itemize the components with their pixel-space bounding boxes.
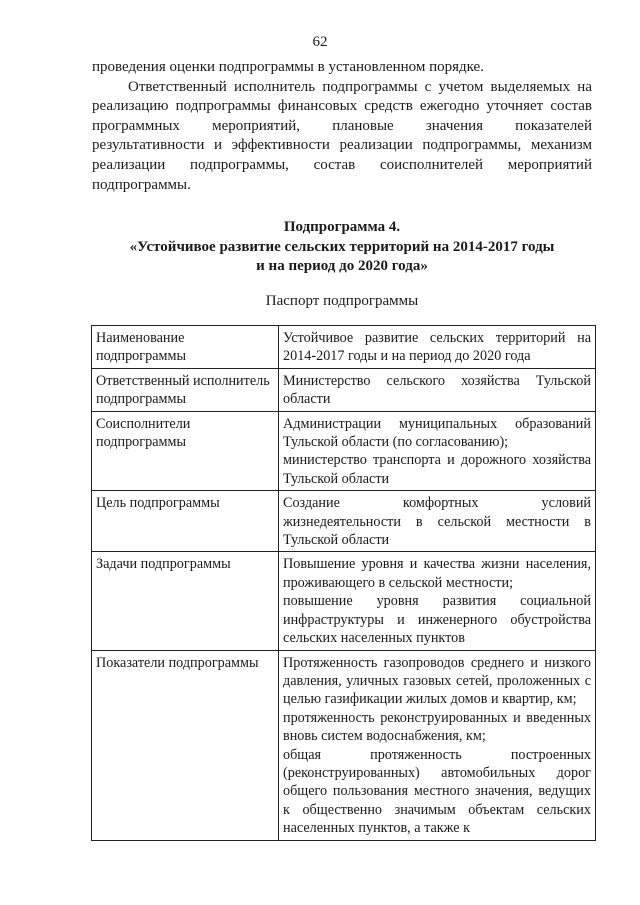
- row-value: [279, 326, 596, 369]
- value-line: Повышение уровня и качества жизни населения, проживающего в сельской местности;: [283, 556, 591, 591]
- row-value: [279, 368, 596, 411]
- table-row: [92, 326, 596, 369]
- table-row: [92, 411, 596, 491]
- intro-text: [92, 58, 592, 195]
- row-value: [279, 650, 596, 840]
- table-row: [92, 552, 596, 650]
- row-label: Цель подпрограммы: [92, 491, 279, 552]
- value-line: Устойчивое развитие сельских территорий на 2014-2017 годы и на период до 2020 года: [283, 330, 591, 365]
- table-row: [92, 491, 596, 552]
- heading-line-2: «Устойчивое развитие сельских территорий на 2014-2017 годы: [129, 238, 555, 255]
- value-line: Министерство сельского хозяйства Тульской области: [283, 372, 591, 408]
- table-row: [92, 650, 596, 840]
- passport-title: Паспорт подпрограммы: [265, 293, 419, 309]
- row-label: Задачи подпрограммы: [92, 552, 279, 650]
- value-line: повышение уровня развития социальной инфраструктуры и инженерного обустройства сельских населенных пунктов: [283, 593, 591, 647]
- value-line: министерство транспорта и дорожного хозяйства Тульской области: [283, 452, 591, 487]
- row-label: Показатели подпрограммы: [92, 650, 279, 840]
- table-row: [92, 368, 596, 411]
- value-line: общая протяженность построенных (реконструированных) автомобильных дорог общего пользования местного значения, ведущих к общественно значимым объектам сельских населенных пунктов, а также к: [283, 746, 591, 837]
- passport-table: [91, 325, 596, 841]
- row-value: [279, 491, 596, 552]
- value-line: протяженность реконструированных и введенных вновь систем водоснабжения, км;: [283, 709, 591, 745]
- row-label: Ответственный исполнитель подпрограммы: [92, 368, 279, 411]
- heading-line-3: и на период до 2020 года»: [256, 258, 428, 275]
- row-value: [279, 411, 596, 491]
- row-label: Наименование подпрограммы: [92, 326, 279, 369]
- row-value: [279, 552, 596, 650]
- subprogram-heading: [92, 218, 592, 277]
- page-number: 62: [312, 34, 328, 50]
- value-line: Создание комфортных условий жизнедеятельности в сельской местности в Тульской области: [283, 495, 591, 549]
- value-line: Администрации муниципальных образований Тульской области (по согласованию);: [283, 415, 591, 451]
- value-line: Протяженность газопроводов среднего и низкого давления, уличных газовых сетей, проложенных с целью газификации жилых домов и квартир, км;: [283, 654, 591, 708]
- intro-paragraph-2: Ответственный исполнитель подпрограммы с учетом выделяемых на реализацию подпрограммы финансовых средств ежегодно уточняет состав программных мероприятий, плановые значения показателей результативности и эффективности реализации подпрограммы, механизм реализации подпрограммы, состав соисполнителей мероприятий подпрограммы.: [92, 78, 592, 193]
- row-label: Соисполнители подпрограммы: [92, 411, 279, 491]
- heading-line-1: Подпрограмма 4.: [283, 219, 401, 235]
- intro-paragraph-1: проведения оценки подпрограммы в установленном порядке.: [92, 59, 484, 75]
